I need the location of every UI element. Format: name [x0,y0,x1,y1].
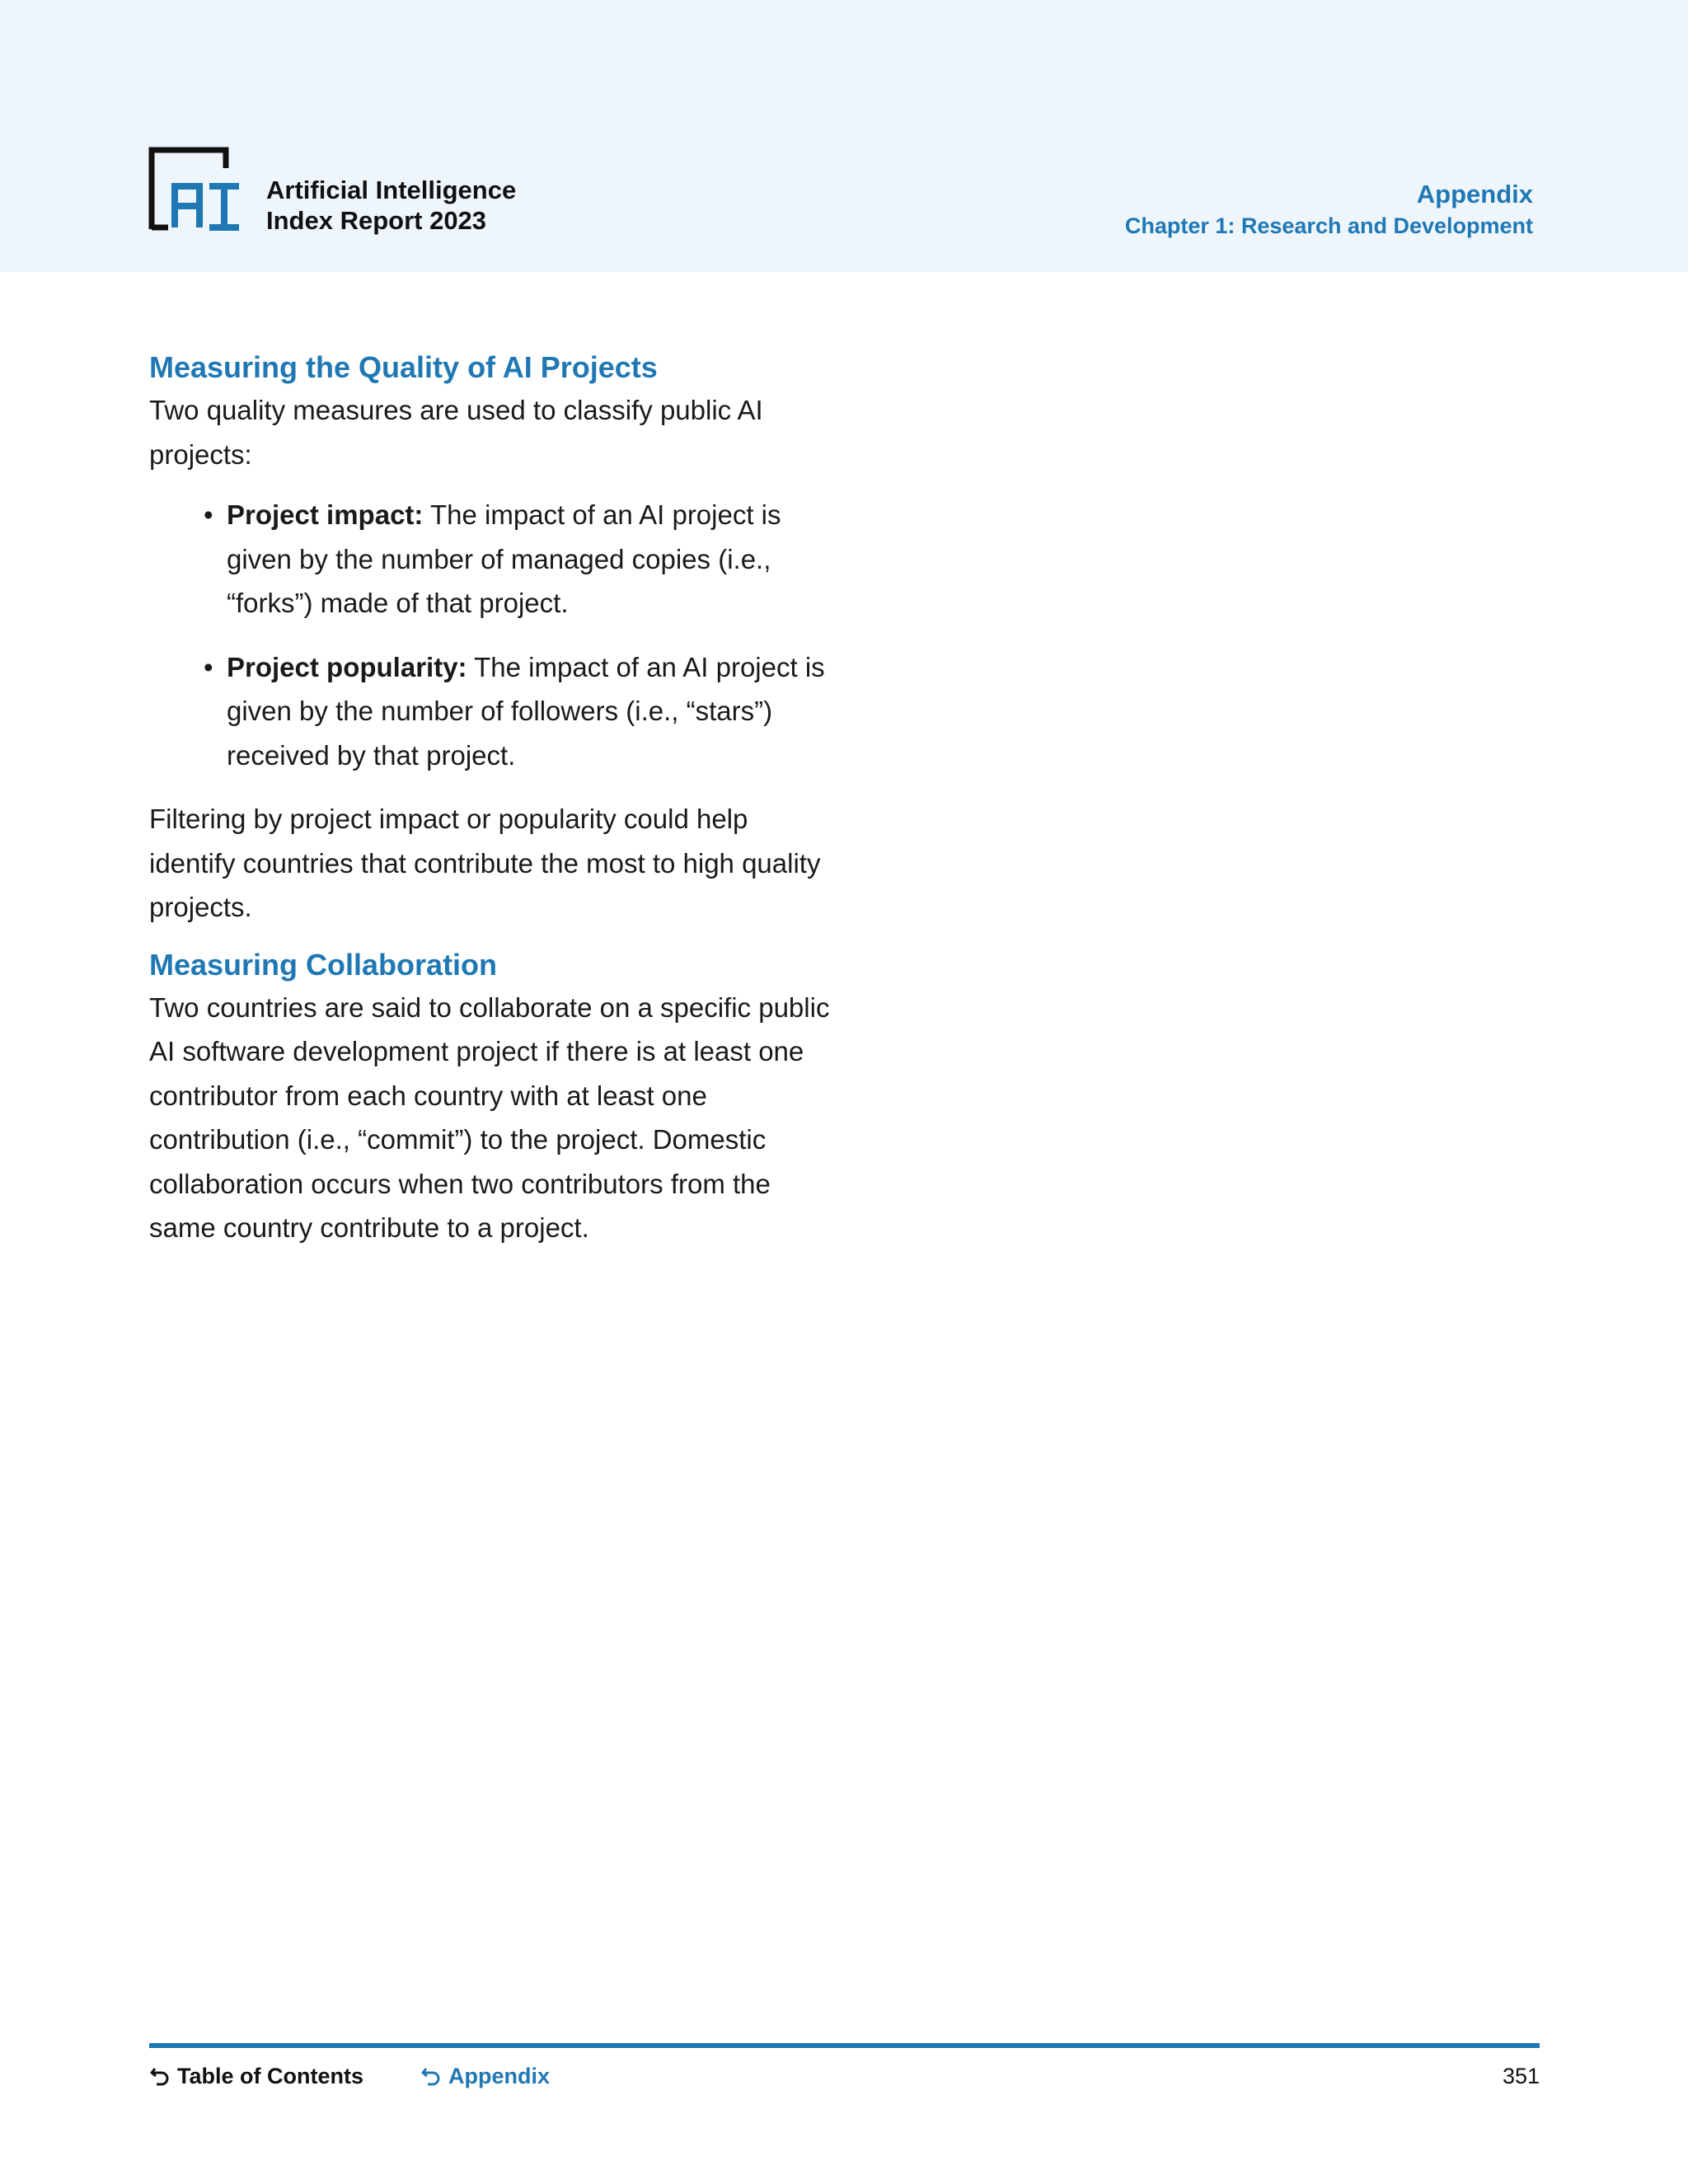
bullet-text: The impact of an AI project is given by the number of followers (i.e., “stars”) received by that project. [227,651,825,771]
return-arrow-icon [420,2065,442,2087]
return-arrow-icon [149,2065,171,2087]
section-title: Appendix [1416,180,1533,209]
bullet-label: Project popularity: [227,651,467,682]
intro-paragraph: Two quality measures are used to classify public AI projects: [149,395,763,470]
filter-paragraph: Filtering by project impact or popularity could help identify countries that contribute the most to high quality projects. [149,804,821,922]
chapter-title: Chapter 1: Research and Development [1124,213,1533,238]
ai-index-logo [148,147,241,231]
bullet-text: The impact of an AI project is given by the number of managed copies (i.e., “forks”) made of that project. [227,499,781,618]
report-title [266,175,516,236]
footer-divider [149,2043,1540,2048]
bullet-icon: • [204,651,213,682]
header-section-info [1125,178,1533,241]
appendix-label: Appendix [448,2064,551,2088]
page-number: 351 [1502,2064,1540,2088]
report-title-line1: Artificial Intelligence [266,176,517,204]
report-title-line2: Index Report 2023 [266,206,487,235]
heading-quality: Measuring the Quality of AI Projects [149,350,658,384]
table-of-contents-link[interactable] [149,2060,363,2093]
main-content [149,347,833,1250]
list-item [149,645,833,778]
toc-label: Table of Contents [177,2064,363,2088]
bullet-icon: • [204,499,213,530]
collaboration-paragraph: Two countries are said to collaborate on a specific public AI software development project if there is at least one contributor from each country with at least one contribution (i.e., “commit”) to the project. Domestic collaboration occurs when two contributors from the same country contribute to a project. [149,991,830,1243]
bullet-label: Project impact: [227,499,424,530]
appendix-link[interactable] [420,2060,550,2093]
quality-measures-list [149,493,833,777]
list-item [149,493,833,626]
heading-collaboration: Measuring Collaboration [149,947,498,982]
